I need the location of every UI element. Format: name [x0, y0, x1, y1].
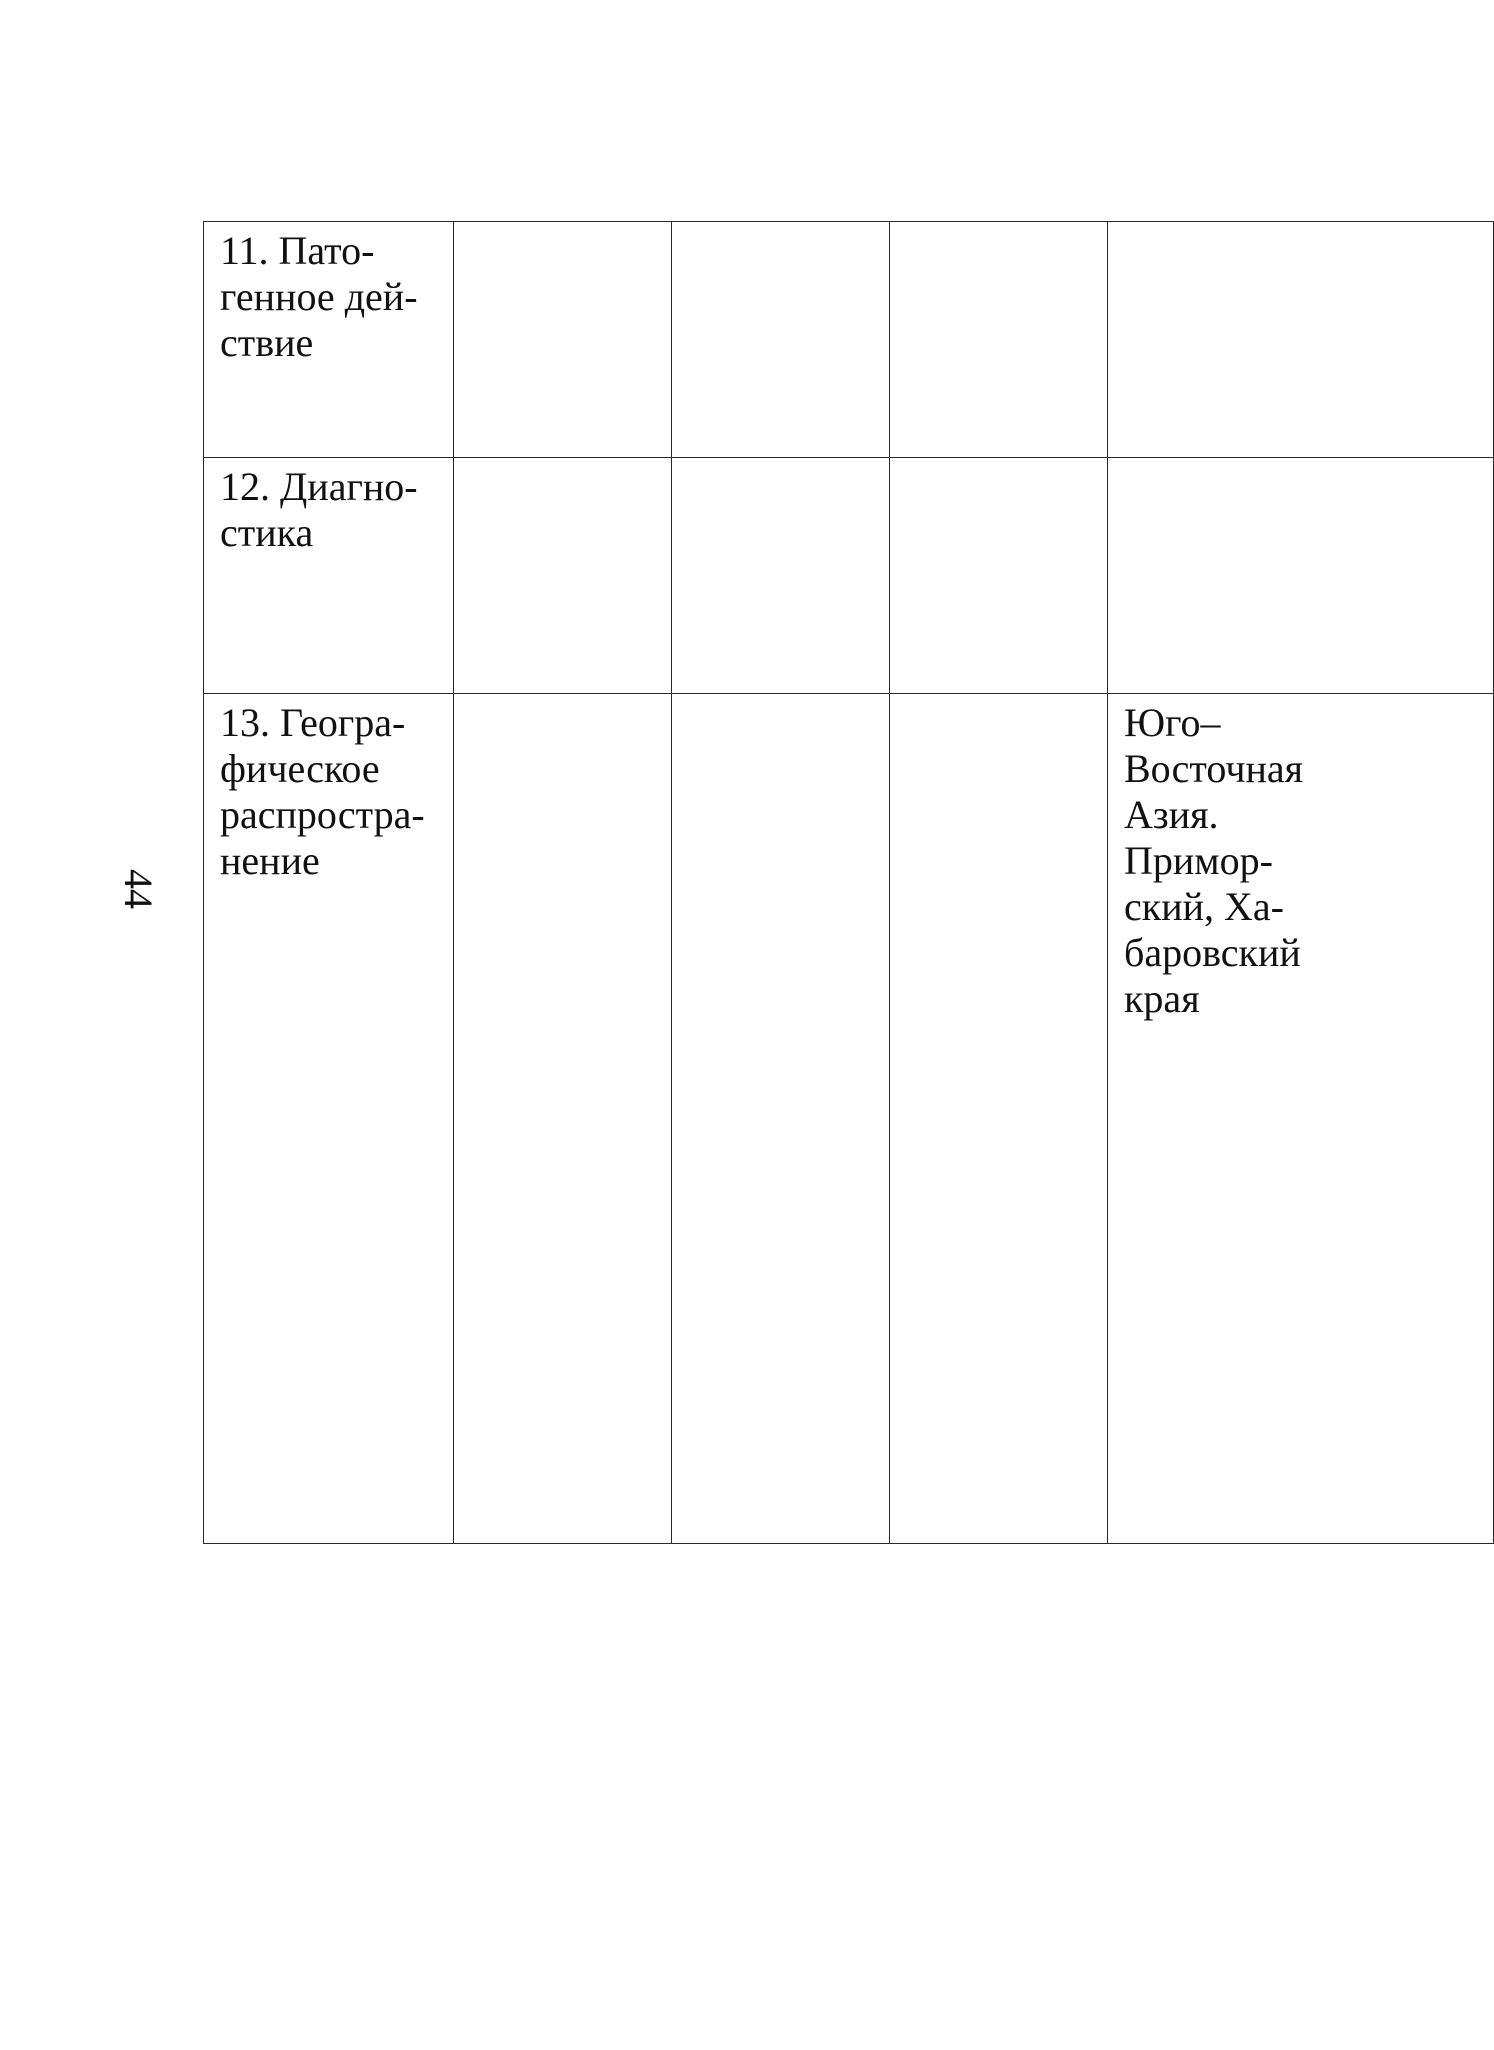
- cell-text: [890, 694, 1107, 700]
- table-cell: [672, 458, 890, 694]
- table-cell: [890, 458, 1108, 694]
- row-label-cell: [204, 222, 454, 458]
- table-row: [204, 458, 1494, 694]
- page-number: 44: [116, 869, 161, 909]
- table-cell: [454, 458, 672, 694]
- cell-text: [454, 222, 671, 228]
- table-cell: [1108, 222, 1494, 458]
- row-label: 12. Диагно- стика: [220, 464, 418, 555]
- data-table: [203, 221, 1494, 1544]
- cell-text: [454, 458, 671, 464]
- cell-text: [454, 694, 671, 700]
- cell-text: [672, 694, 889, 700]
- cell-text: [890, 222, 1107, 228]
- table-container: [203, 221, 1304, 1546]
- table-cell: [890, 222, 1108, 458]
- table-cell: [454, 222, 672, 458]
- row-label-cell: [204, 458, 454, 694]
- cell-text: Юго– Восточная Азия. Примор- ский, Ха- баровский края: [1124, 700, 1304, 1021]
- table-cell: [1108, 458, 1494, 694]
- table-row: [204, 222, 1494, 458]
- cell-text: [1108, 458, 1493, 464]
- table-cell: [890, 694, 1108, 1544]
- row-label: 11. Пато- генное дей- ствие: [220, 228, 418, 365]
- cell-text: [1108, 222, 1493, 228]
- row-label: 13. Геогра- фическое распростра- нение: [220, 700, 425, 883]
- row-label-cell: [204, 694, 454, 1544]
- cell-text: [890, 458, 1107, 464]
- table-cell: [672, 694, 890, 1544]
- table-row: [204, 694, 1494, 1544]
- table-cell: [1108, 694, 1494, 1544]
- cell-text: [672, 222, 889, 228]
- table-cell: [672, 222, 890, 458]
- cell-text: [672, 458, 889, 464]
- table-cell: [454, 694, 672, 1544]
